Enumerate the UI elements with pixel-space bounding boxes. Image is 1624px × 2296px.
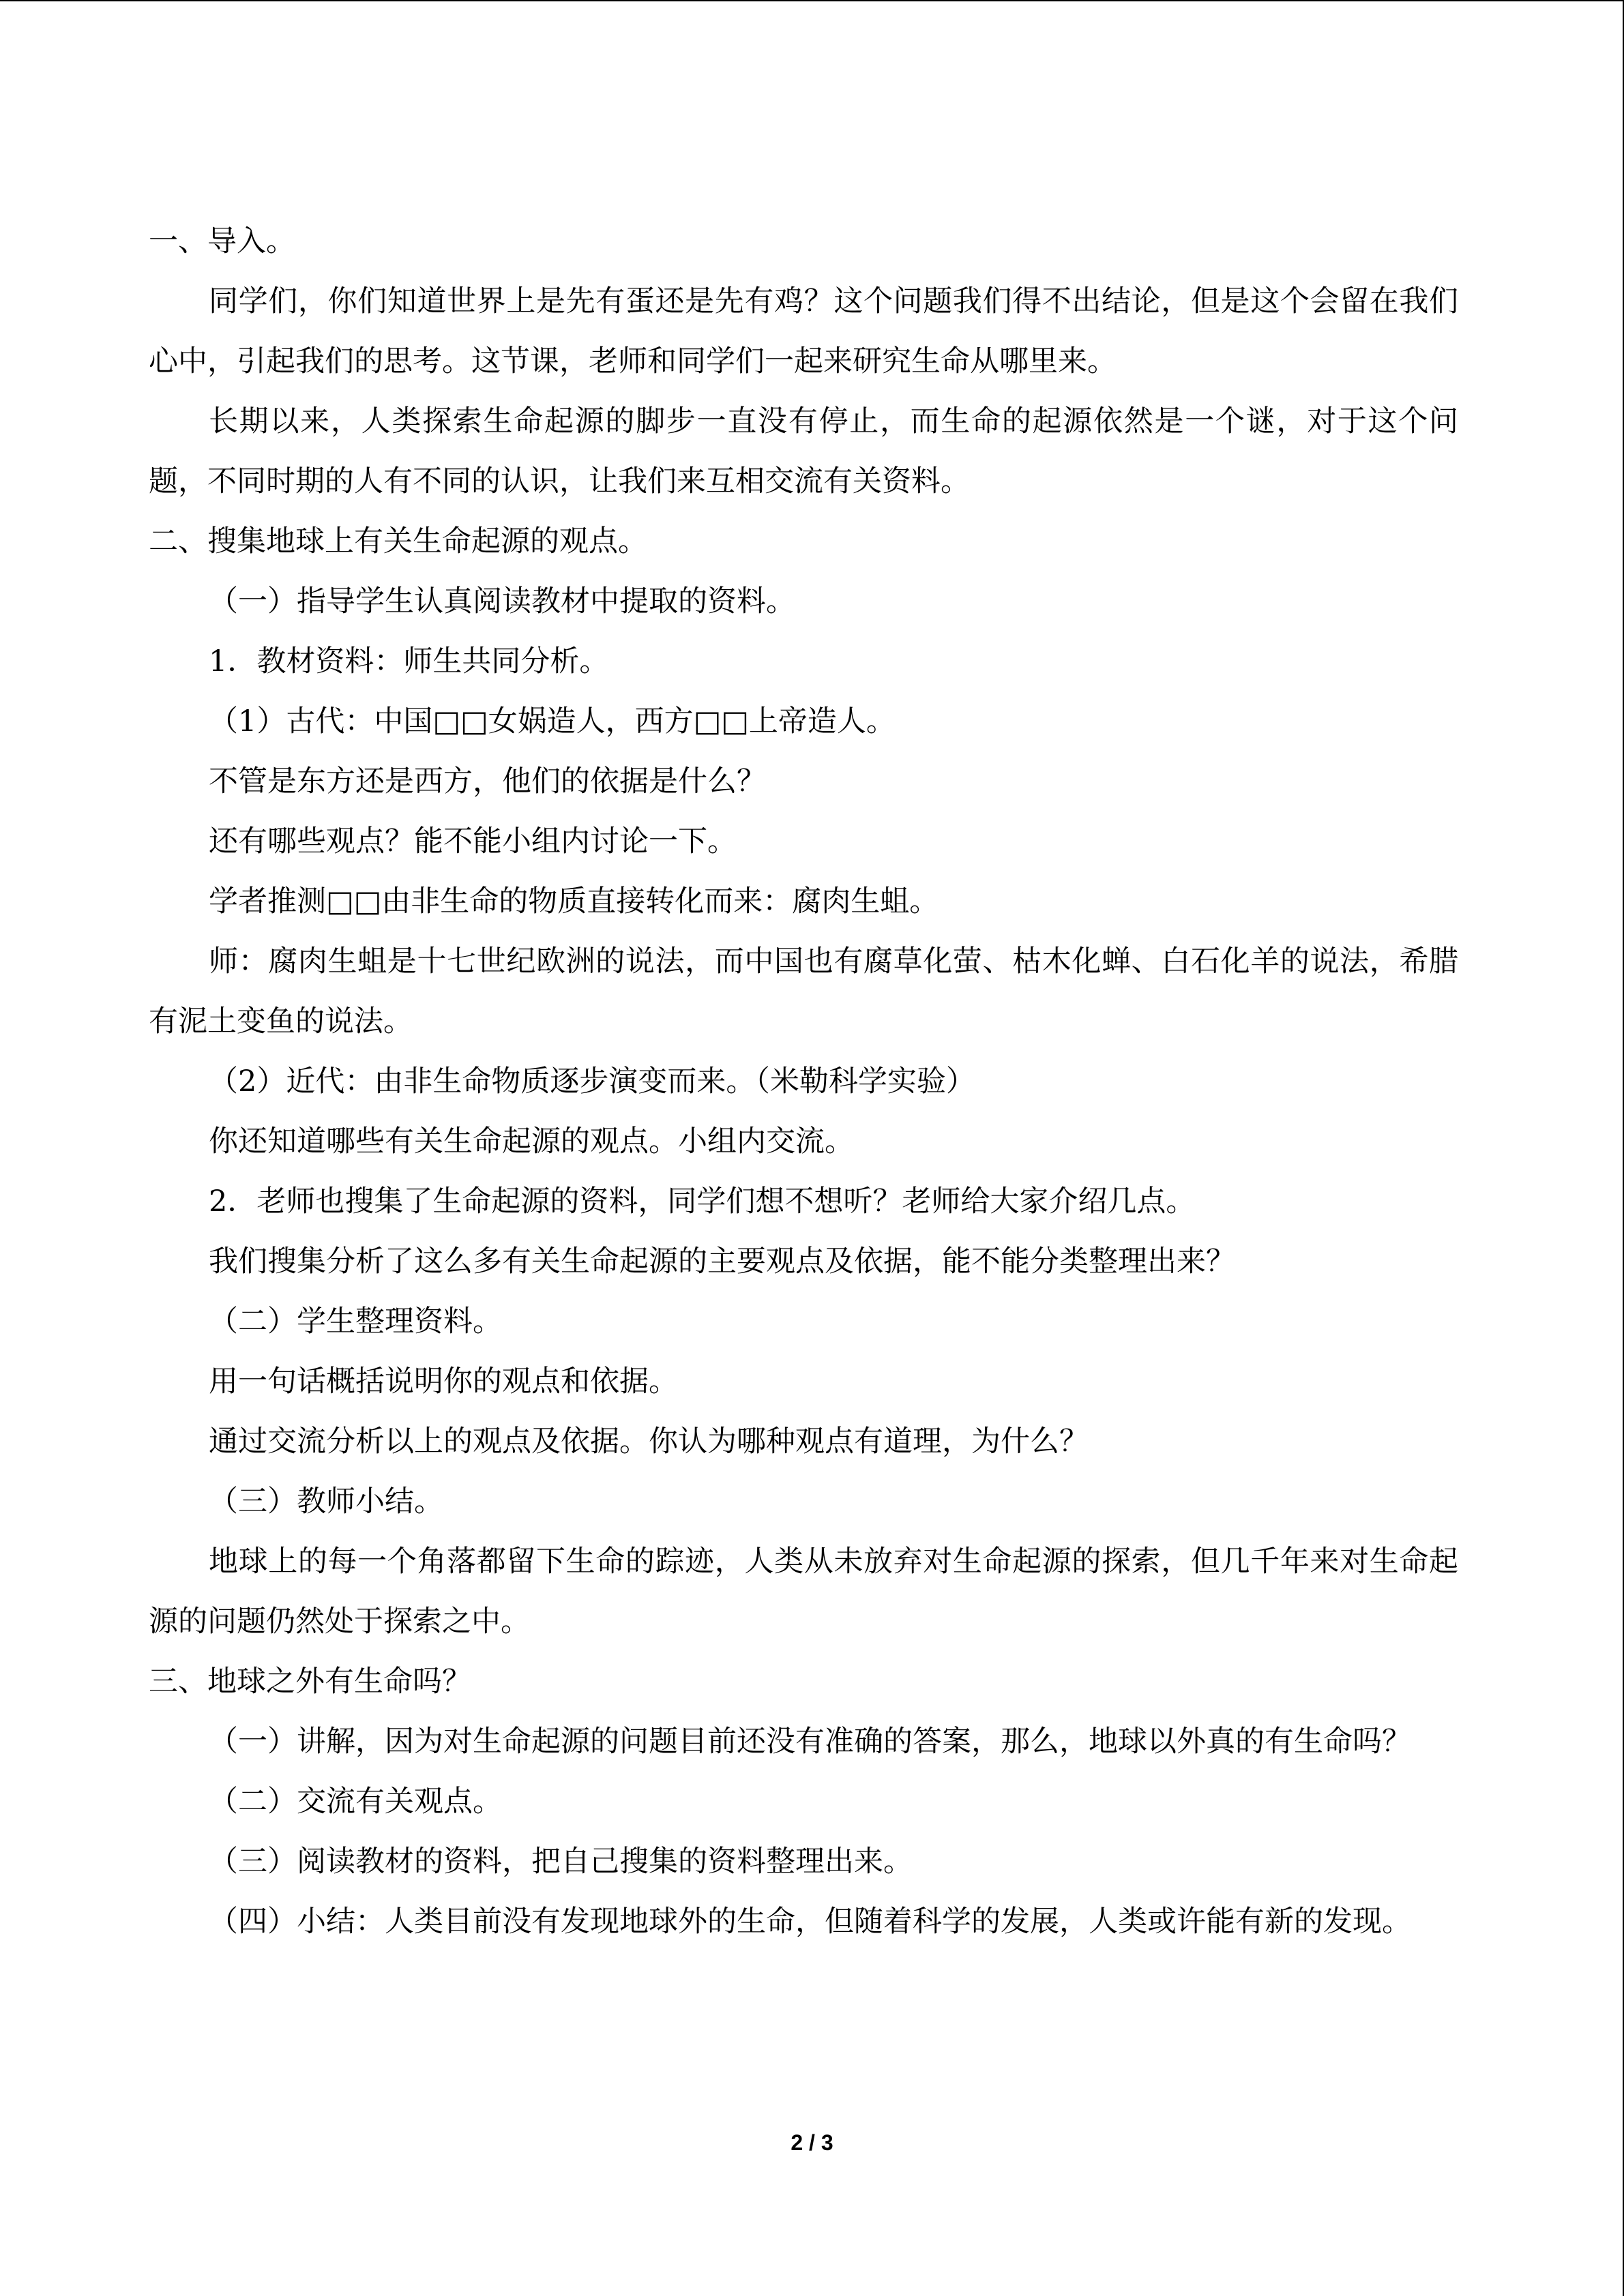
paragraph: （四）小结：人类目前没有发现地球外的生命，但随着科学的发展，人类或许能有新的发现。 — [209, 1905, 1411, 1939]
paragraph: 学者推测□□由非生命的物质直接转化而来：腐肉生蛆。 — [209, 884, 939, 919]
paragraph: （2）近代：由非生命物质逐步演变而来。（米勒科学实验） — [209, 1064, 975, 1099]
subheading: （二）学生整理资料。 — [209, 1304, 502, 1339]
document-body — [149, 211, 1458, 1952]
subheading: （三）教师小结。 — [209, 1485, 443, 1519]
subheading: （一）指导学生认真阅读教材中提取的资料。 — [209, 584, 795, 618]
paragraph: 我们搜集分析了这么多有关生命起源的主要观点及依据，能不能分类整理出来？ — [209, 1244, 1235, 1279]
paragraph: 通过交流分析以上的观点及依据。你认为哪种观点有道理，为什么？ — [209, 1425, 1089, 1459]
paragraph: （二）交流有关观点。 — [209, 1785, 502, 1819]
paragraph: 还有哪些观点？能不能小组内讨论一下。 — [209, 824, 737, 859]
paragraph: （三）阅读教材的资料，把自己搜集的资料整理出来。 — [209, 1845, 913, 1879]
paragraph: 同学们，你们知道世界上是先有蛋还是先有鸡？这个问题我们得不出结论，但是这个会留在我们心中，引起我们的思考。这节课，老师和同学们一起来研究生命从哪里来。 — [149, 284, 1458, 378]
paragraph: 用一句话概括说明你的观点和依据。 — [209, 1365, 678, 1399]
paragraph: 2．老师也搜集了生命起源的资料，同学们想不想听？老师给大家介绍几点。 — [209, 1184, 1196, 1219]
paragraph: 不管是东方还是西方，他们的依据是什么？ — [209, 764, 766, 799]
paragraph: 长期以来，人类探索生命起源的脚步一直没有停止，而生命的起源依然是一个谜，对于这个问题，不同时期的人有不同的认识，让我们来互相交流有关资料。 — [149, 404, 1458, 498]
page-number: 2 / 3 — [791, 2130, 833, 2155]
paragraph: 地球上的每一个角落都留下生命的踪迹，人类从未放弃对生命起源的探索，但几千年来对生命起源的问题仍然处于探索之中。 — [149, 1545, 1458, 1639]
paragraph: （一）讲解，因为对生命起源的问题目前还没有准确的答案，那么，地球以外真的有生命吗？ — [209, 1725, 1411, 1759]
paragraph: （1）古代：中国□□女娲造人，西方□□上帝造人。 — [209, 704, 896, 739]
heading-section-two: 二、搜集地球上有关生命起源的观点。 — [149, 524, 647, 558]
heading-intro: 一、导入。 — [149, 224, 295, 258]
paragraph: 你还知道哪些有关生命起源的观点。小组内交流。 — [209, 1124, 854, 1159]
paragraph: 1．教材资料：师生共同分析。 — [209, 644, 609, 679]
heading-section-three: 三、地球之外有生命吗？ — [149, 1665, 471, 1699]
paragraph: 师：腐肉生蛆是十七世纪欧洲的说法，而中国也有腐草化萤、枯木化蝉、白石化羊的说法，希腊有泥土变鱼的说法。 — [149, 944, 1458, 1039]
